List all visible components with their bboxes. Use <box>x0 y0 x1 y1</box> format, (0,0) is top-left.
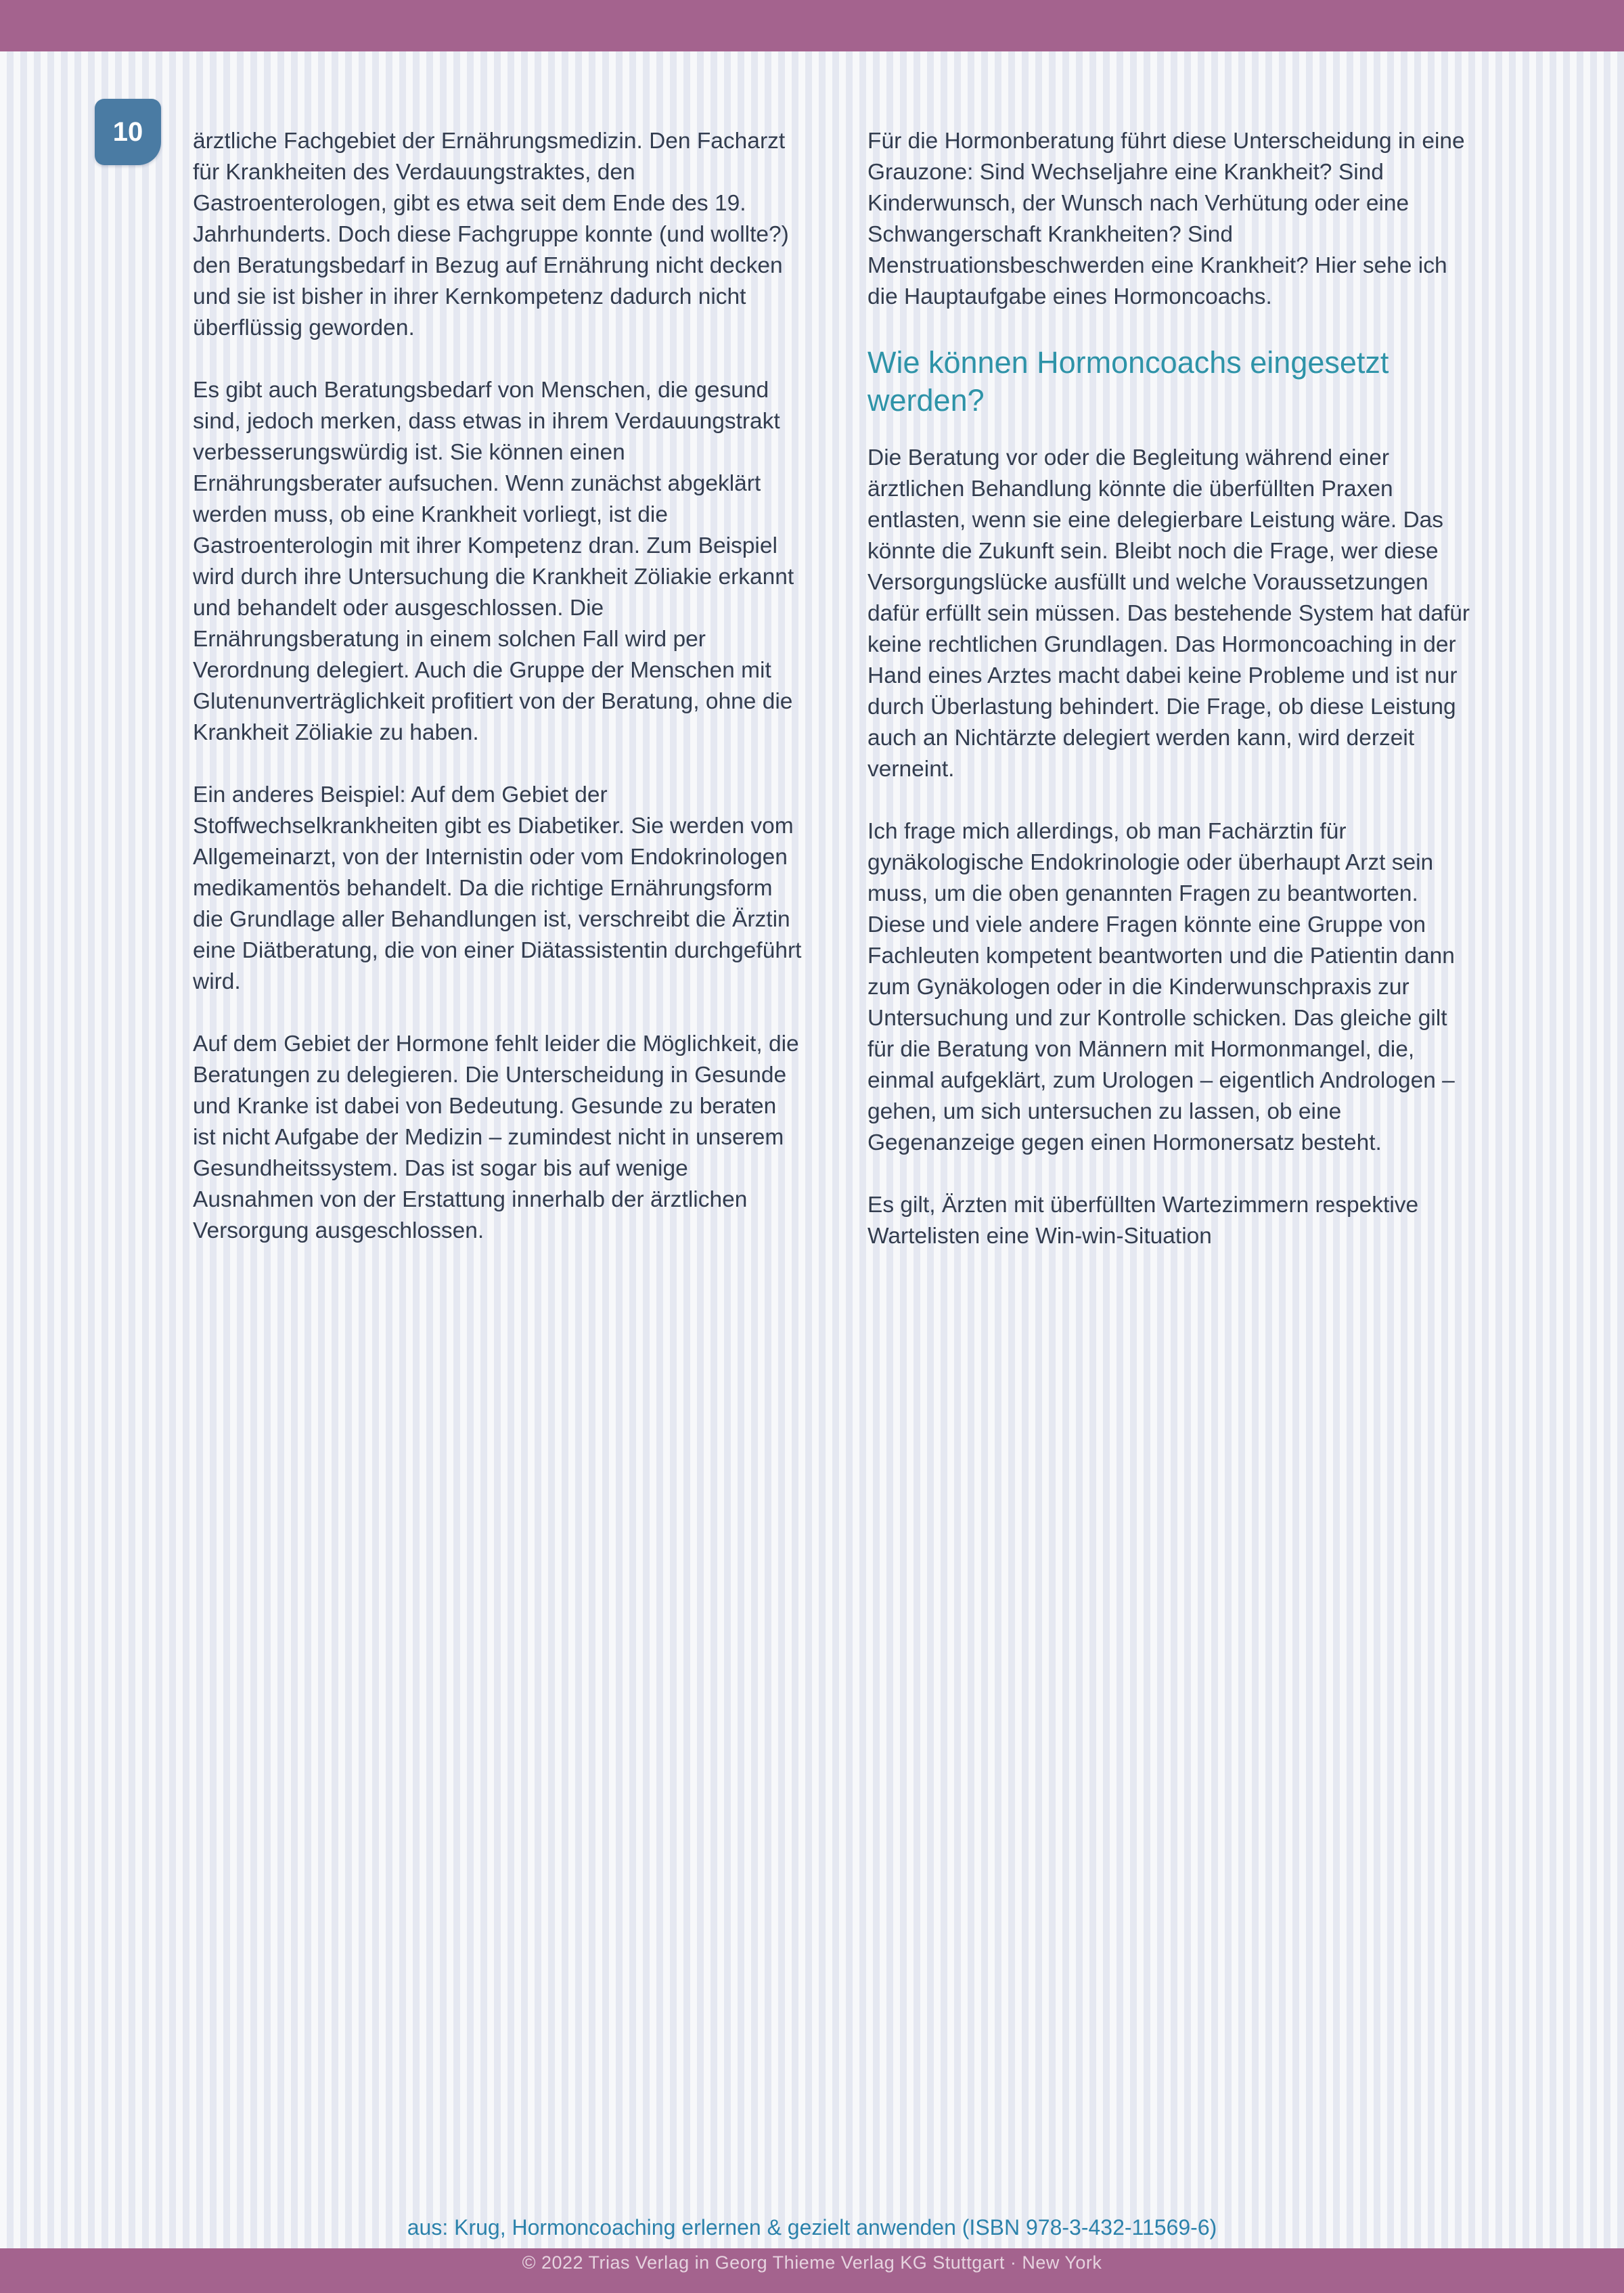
paragraph: ärztliche Fachgebiet der Ernährungsmedizin. Den Facharzt für Krankheiten des Verdauungstraktes, den Gastroenterologen, gibt es etwa seit dem Ende des 19. Jahrhunderts. Doch diese Fachgruppe konnte (und wollte?) den Beratungsbedarf in Bezug auf Ernährung nicht decken und sie ist bisher in ihrer Kernkompetenz dadurch nicht überflüssig geworden. <box>193 129 789 340</box>
right-text-column <box>867 126 1473 1252</box>
copyright-line: © 2022 Trias Verlag in Georg Thieme Verlag KG Stuttgart · New York <box>522 2252 1102 2273</box>
bottom-decoration-bar <box>0 2248 1624 2293</box>
paragraph: Für die Hormonberatung führt diese Unterscheidung in eine Grauzone: Sind Wechseljahre eine Krankheit? Sind Kinderwunsch, der Wunsch nach Verhütung oder eine Schwangerschaft Krankheiten? Sind Menstruationsbeschwerden eine Krankheit? Hier sehe ich die Hauptaufgabe eines Hormoncoachs. <box>867 129 1465 309</box>
paragraph: Auf dem Gebiet der Hormone fehlt leider die Möglichkeit, die Beratungen zu delegieren. Die Unterscheidung in Gesunde und Kranke ist dabei von Bedeutung. Gesunde zu beraten ist nicht Aufgabe der Medizin – zumindest nicht in unserem Gesundheitssystem. Das ist sogar bis auf wenige Ausnahmen von der Erstattung innerhalb der ärztlichen Versorgung ausgeschlossen. <box>193 1031 799 1243</box>
top-decoration-bar <box>0 0 1624 51</box>
paragraph: Es gilt, Ärzten mit überfüllten Wartezimmern respektive Wartelisten eine Win-win-Situation <box>867 1193 1419 1249</box>
left-text-column <box>193 126 802 1247</box>
paragraph: Ein anderes Beispiel: Auf dem Gebiet der Stoffwechselkrankheiten gibt es Diabetiker. Sie werden vom Allgemeinarzt, von der Internistin oder vom Endokrinologen medikamentös behandelt. Da die richtige Ernährungsform die Grundlage aller Behandlungen ist, verschreibt die Ärztin eine Diätberatung, die von einer Diätassistentin durchgeführt wird. <box>193 782 802 994</box>
source-credit-line: aus: Krug, Hormoncoaching erlernen & gezielt anwenden (ISBN 978-3-432-11569-6) <box>407 2215 1217 2240</box>
section-heading: Wie können Hormoncoachs eingesetzt werden? <box>867 345 1389 418</box>
page-number: 10 <box>112 116 143 147</box>
page-number-badge <box>95 99 161 165</box>
paragraph: Die Beratung vor oder die Begleitung während einer ärztlichen Behandlung könnte die überfüllten Praxen entlasten, wenn sie eine delegierbare Leistung wäre. Das könnte die Zukunft sein. Bleibt noch die Frage, wer diese Versorgungslücke ausfüllt und welche Voraussetzungen dafür erfüllt sein müssen. Das bestehende System hat dafür keine rechtlichen Grundlagen. Das Hormoncoaching in der Hand eines Arztes macht dabei keine Probleme und ist nur durch Überlastung behindert. Die Frage, ob diese Leistung auch an Nichtärzte delegiert werden kann, wird derzeit verneint. <box>867 445 1470 782</box>
paragraph: Ich frage mich allerdings, ob man Fachärztin für gynäkologische Endokrinologie oder überhaupt Arzt sein muss, um die oben genannten Fragen zu beantworten. Diese und viele andere Fragen könnte eine Gruppe von Fachleuten kompetent beantworten und die Patientin dann zum Gynäkologen oder in die Kinderwunschpraxis zur Untersuchung und zur Kontrolle schicken. Das gleiche gilt für die Beratung von Männern mit Hormonmangel, die, einmal aufgeklärt, zum Urologen – eigentlich Andrologen – gehen, um sich untersuchen zu lassen, ob eine Gegenanzeige gegen einen Hormonersatz besteht. <box>867 819 1455 1155</box>
paragraph: Es gibt auch Beratungsbedarf von Menschen, die gesund sind, jedoch merken, dass etwas in ihrem Verdauungstrakt verbesserungswürdig ist. Sie können einen Ernährungsberater aufsuchen. Wenn zunächst abgeklärt werden muss, ob eine Krankheit vorliegt, ist die Gastroenterologin mit ihrer Kompetenz dran. Zum Beispiel wird durch ihre Untersuchung die Krankheit Zöliakie erkannt und behandelt oder ausgeschlossen. Die Ernährungsberatung in einem solchen Fall wird per Verordnung delegiert. Auch die Gruppe der Menschen mit Glutenunverträglichkeit profitiert von der Beratung, ohne die Krankheit Zöliakie zu haben. <box>193 378 794 745</box>
